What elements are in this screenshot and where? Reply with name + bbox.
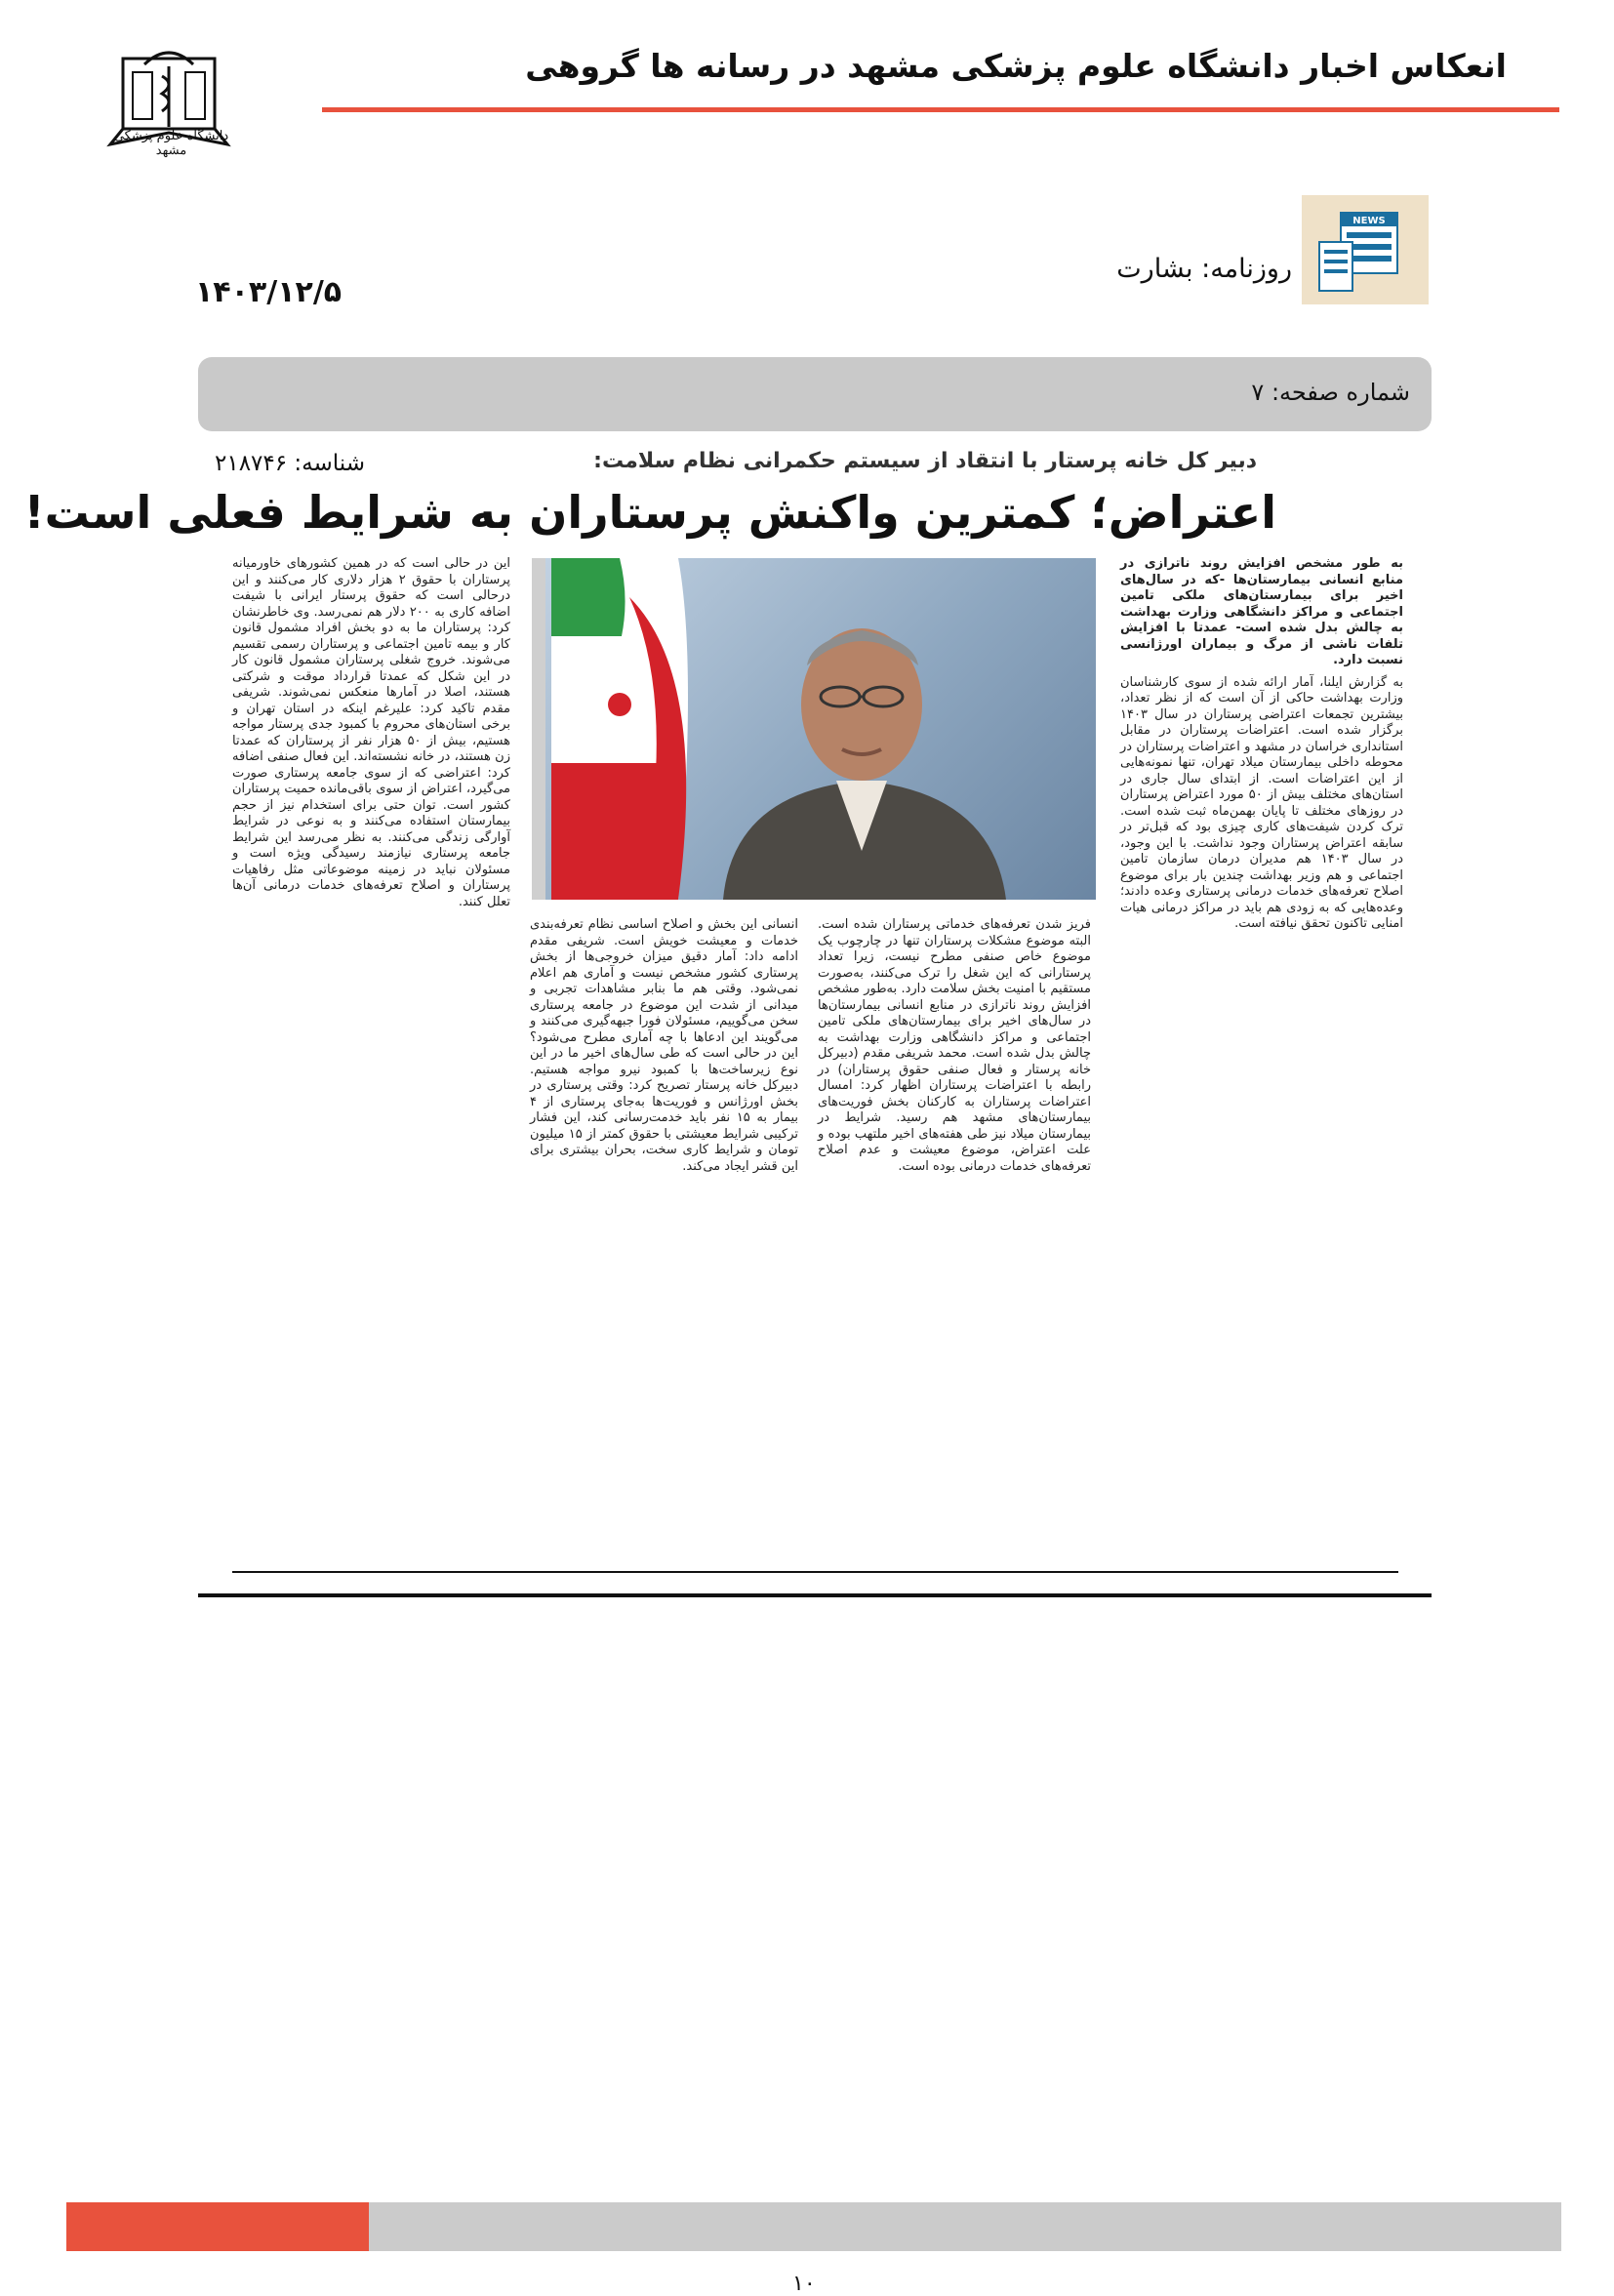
- footer-accent-bar: [66, 2202, 369, 2251]
- footer-page-number: ۱۰: [792, 2272, 816, 2296]
- article-paragraph: به گزارش ایلنا، آمار ارائه شده از سوی کارشناسان وزارت بهداشت حاکی از آن است که از نظر تعداد، بیشترین تجمعات اعتراضی پرستاران در سال ۱۴۰۳ برگزار شده است. اعتراضات پرستاران در مقابل استانداری خراسان در مشهد و اعتراضات پرستاران در محوطه داخلی بیمارستان میلاد تهران، تنها نمونه‌هایی از این اعتراضات است. از ابتدای سال جاری در استان‌های مختلف بیش از ۵۰ مورد اعتراض پرستاران در روزهای مختلف تا پایان بهمن‌ماه ثبت شده است. ترک کردن شیفت‌های کاری چیزی بود که قبل‌تر در سابقه اعتراض پرستاران وجود نداشت. با این وجود، در سال ۱۴۰۳ هم مدیران درمان سازمان تامین اجتماعی و هم وزیر بهداشت چندین بار برای موضوع اصلاح تعرفه‌های خدمات درمانی پرستاری وعده دادند؛ وعده‌هایی که به زودی هم باید در مراکز درمانی هیات امنایی تاکنون تحقق نیافته است.: [1120, 674, 1403, 931]
- issue-date: ۱۴۰۳/۱۲/۵: [195, 275, 343, 309]
- page-title: انعکاس اخبار دانشگاه علوم پزشکی مشهد در رسانه ها گروهی: [525, 47, 1507, 85]
- article-column-2: [818, 917, 1091, 1561]
- footer-bar: [369, 2202, 1561, 2251]
- news-icon-text: NEWS: [1352, 216, 1386, 226]
- article-column-1: [1120, 556, 1403, 1561]
- article-kicker: دبیر کل خانه پرستار با انتقاد از سیستم حکمرانی نظام سلامت:: [593, 449, 1257, 473]
- section-divider: [198, 1593, 1432, 1597]
- header-divider: [322, 107, 1559, 112]
- newspaper-name: روزنامه: بشارت: [1116, 254, 1292, 284]
- portrait-photo: [532, 558, 1096, 900]
- page-number-bar: [198, 357, 1432, 431]
- clipping-bottom-rule: [232, 1571, 1398, 1573]
- page-header: [0, 0, 1614, 158]
- article-column-3: [530, 917, 798, 1561]
- article-lead: به طور مشخص افزایش روند ناترازی در منابع انسانی بیمارستان‌ها -که در سال‌های اخیر برای بیمارستان‌های ملکی تامین اجتماعی و مراکز دانشگاهی وزارت بهداشت به چالش بدل شده است- عمدتا با افزایش تلفات ناشی از مرگ و بیماران اورژانسی نسبت دارد.: [1120, 556, 1403, 667]
- page-number-label: شماره صفحه: ۷: [1251, 379, 1410, 406]
- article-column-4: [232, 556, 510, 1561]
- article-paragraph: فریز شدن تعرفه‌های خدماتی پرستاران شده است. البته موضوع مشکلات پرستاران تنها در چارچوب یک موضوع خاص صنفی مطرح نیست، زیرا تعداد پرستارانی که این شغل را ترک می‌کنند، به‌صورت مستقیم با امنیت بخش سلامت دارد. به‌طور مشخص افزایش روند ناترازی در منابع انسانی بیمارستان‌ها در سال‌های اخیر برای بیمارستان‌های ملکی تامین اجتماعی و مراکز دانشگاهی وزارت بهداشت به چالش بدل شده است. محمد شریفی مقدم (دبیرکل خانه پرستار و فعال صنفی حقوق پرستاران) در رابطه با اعتراضات پرستاران اظهار کرد: امسال اعتراضات پرستاران به کارکنان بخش فوریت‌های بیمارستان‌های مشهد هم رسید. شرایط در بیمارستان میلاد نیز طی هفته‌های اخیر ملتهب بوده و علت اعتراض، موضوع معیشت و عدم اصلاح تعرفه‌های خدمات درمانی بوده است.: [818, 917, 1091, 1174]
- news-clipping: [23, 439, 1432, 1571]
- article-headline: اعتراض؛ کمترین واکنش پرستاران به شرایط فعلی است!: [23, 486, 1276, 539]
- article-paragraph: انسانی این بخش و اصلاح اساسی نظام تعرفه‌بندی خدمات و معیشت خویش است. شریفی مقدم ادامه داد: آمار دقیق میزان خروجی‌ها از بخش پرستاری کشور مشخص نیست و آماری هم اعلام نمی‌شود. وقتی هم ما بنابر مشاهدات تجربی و میدانی از شدت این موضوع در جامعه پرستاری سخن می‌گوییم، مسئولان فورا جبهه‌گیری می‌کنند و می‌گویند این ادعاها با چه آماری مطرح می‌شود؟ این در حالی است که طی سال‌های اخیر ما در این نوع زیرساخت‌ها با کمبود نیرو مواجه هستیم. دبیرکل خانه پرستار تصریح کرد: وقتی پرستاری در بخش اورژانس و فوریت‌ها به‌جای پرستاری از ۴ بیمار به ۱۵ نفر باید خدمت‌رسانی کند، این فشار ترکیبی شرایط معیشتی با حقوق کمتر از ۱۵ میلیون تومان و شرایط کاری سخت، بحران بیشتری برای این قشر ایجاد می‌کند.: [530, 917, 799, 1174]
- article-paragraph: این در حالی است که در همین کشورهای خاورمیانه پرستاران با حقوق ۲ هزار دلاری کار می‌کنند و این درحالی است که حقوق پرستار ایرانی با شیفت اضافه کاری به ۲۰۰ دلار هم نمی‌رسد. وی خاطرنشان کرد: پرستاران ما به دو بخش افراد مشمول قانون کار و بیمه تامین اجتماعی و پرستاران رسمی تقسیم می‌شوند. خروج شغلی پرستاران مشمول قانون کار در این شکل که عمدتا قرارداد موقت و شرکتی هستند، اصلا در آمارها منعکس نمی‌شوند. شریفی مقدم تاکید کرد: علیرغم اینکه در استان تهران و برخی استان‌های محروم با کمبود جدی پرستار مواجه هستیم، بیش از ۵۰ هزار نفر از پرستاران که عمدتا زن هستند، در خانه نشسته‌اند. این فعال صنفی اضافه کرد: اعتراضی که از سوی جامعه پرستاری صورت می‌گیرد، اعتراض از سوی باقی‌مانده حمیت پرستاران کشور است. توان حتی برای استخدام نیز از حجم بیمارستان استفاده می‌کنند و به نوعی در شرایط آوارگی زندگی می‌کنند. به نظر می‌رسد این شرایط جامعه پرستاری نیازمند رسیدگی ویژه است و مسئولان نباید در زمینه موضوعاتی مثل رفاهیات پرستاران و اصلاح تعرفه‌های خدمات درمانی آن‌ها تعلل کنند.: [232, 556, 510, 909]
- article-code: شناسه: ۲۱۸۷۴۶: [215, 451, 366, 476]
- logo-caption: دانشگاه علوم پزشکی مشهد: [113, 129, 229, 158]
- newspaper-icon: [1302, 195, 1429, 304]
